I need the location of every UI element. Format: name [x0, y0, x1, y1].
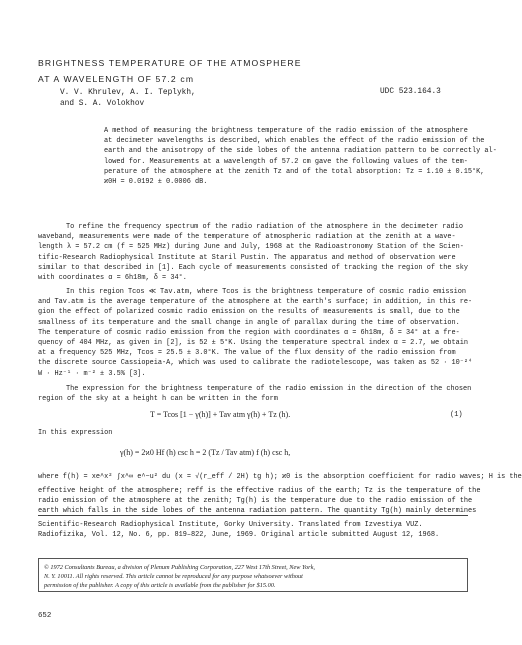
body-line: The temperature of cosmic radio emission from the region with coordinates α = 6h18m, δ = 34° at a fre- — [38, 328, 460, 337]
body-line: at a frequency 525 MHz, Tcos = 25.5 ± 3.0°K. The value of the flux density of the radio emission from — [38, 349, 456, 358]
udc-code: UDC 523.164.3 — [380, 88, 441, 96]
equation-1: T = Tcos [1 − γ(h)] + Tav atm γ(h) + Tz (h). — [150, 410, 291, 419]
authors-line-2: and S. A. Volokhov — [60, 100, 145, 108]
body-line: the discrete source Cassiopeia-A, which was used to calibrate the radiotelescope, was taken as 52 · 10⁻²⁴ — [38, 359, 473, 368]
affiliation-line: Scientific-Research Radiophysical Institute, Gorky University. Translated from Izvestiya VUZ. — [38, 521, 423, 529]
affiliation-note — [38, 520, 468, 540]
body-line: where f(h) = xe^x² ∫x^∞ e^−u² du (x = √(r_eff / 2H) tg h); ϰ0 is the absorption coefficient for radio waves; H is the — [38, 473, 522, 481]
body-line: earth which falls in the side lobes of the antenna radiation pattern. The quantity Tg(h) mainly determines — [38, 507, 477, 516]
copyright-line: permission of the publisher. A copy of this article is available from the publisher for $15.00. — [44, 582, 276, 589]
body-line: The expression for the brightness temperature of the radio emission in the direction of the chosen — [66, 385, 472, 393]
where-clause — [38, 472, 522, 482]
body-line: To refine the frequency spectrum of the radio radiation of the atmosphere in the decimeter radio — [66, 223, 463, 231]
body-line: quency of 404 MHz, as given in [2], is 52 ± 5°K. Using the temperature spectral index α = 2.7, we obtain — [38, 339, 469, 348]
authors-line-1: V. V. Khrulev, A. I. Teplykh, — [60, 89, 196, 97]
body-line: region of the sky at a height h can be written in the form — [38, 395, 278, 404]
equation-2: γ(h) = 2ϰ0 Hf (h) csc h = 2 (Tz / Tav atm) f (h) csc h, — [120, 448, 291, 457]
body-line: similar to that described in [1]. Each cycle of measurements consisted of tracking the region of the sky — [38, 263, 469, 272]
paragraph-1 — [38, 222, 468, 283]
body-line: length λ = 57.2 cm (f = 525 MHz) during June and July, 1968 at the Radioastronomy Station of the Scien- — [38, 243, 464, 252]
abstract-line: ϰ0H = 0.0192 ± 0.0006 dB. — [104, 178, 208, 187]
abstract-line: earth and the anisotropy of the side lobes of the antenna radiation pattern to be correctly al- — [104, 147, 497, 156]
footnote-divider — [38, 515, 468, 516]
body-line: smallness of its temperature and the small change in angle of parallax during the time of observation. — [38, 318, 460, 327]
body-line: In this region Tcos ≪ Tav.atm, where Tcos is the brightness temperature of cosmic radio emission — [66, 288, 467, 296]
in-this-expression — [38, 428, 468, 438]
page-number: 652 — [38, 612, 52, 620]
abstract-line: lowed for. Measurements at a wavelength of 57.2 cm gave the following values of the tem- — [104, 157, 468, 166]
abstract-line: A method of measuring the brightness temperature of the radio emission of the atmosphere — [104, 127, 468, 135]
title-line-2: AT A WAVELENGTH OF 57.2 cm — [38, 74, 195, 84]
paragraph-2 — [38, 287, 473, 379]
copyright-line: © 1972 Consultants Bureau, a division of Plenum Publishing Corporation, 227 West 17th Street, New York, — [44, 564, 315, 571]
body-line: radio emission of the atmosphere at the zenith; Tg(h) is the temperature due to the radio emission of the — [38, 497, 473, 506]
abstract-line: at decimeter wavelengths is described, which enables the effect of the radio emission of the — [104, 137, 485, 146]
body-line: with coordinates α = 6h18m, δ = 34°. — [38, 274, 187, 283]
body-line: waveband, measurements were made of the temperature of atmospheric radiation at the zenith at a wave- — [38, 233, 456, 242]
body-line: W · Hz⁻¹ · m⁻² ± 3.5% [3]. — [38, 369, 146, 378]
copyright-line: N. Y. 10011. All rights reserved. This article cannot be reproduced for any purpose whatsoever without — [44, 573, 303, 580]
authors — [60, 88, 196, 110]
copyright-notice — [38, 558, 468, 592]
abstract — [104, 126, 497, 187]
title-line-1: BRIGHTNESS TEMPERATURE OF THE ATMOSPHERE — [38, 58, 302, 68]
body-line: In this expression — [38, 429, 113, 437]
body-line: tific-Research Radiophysical Institute at Staril Pustin. The apparatus and method of observation were — [38, 253, 456, 262]
paragraph-4 — [38, 486, 481, 517]
equation-1-number: (1) — [450, 411, 463, 419]
abstract-line: perature of the atmosphere at the zenith Tz and of the total absorption: Tz = 1.10 ± 0.15°K, — [104, 167, 485, 176]
body-line: effective height of the atmosphere; reff is the effective radius of the earth; Tz is the temperature of the — [38, 487, 481, 495]
body-line: gion the effect of polarized cosmic radio emission on the results of measurements is small, due to the — [38, 308, 460, 317]
affiliation-line: Radiofizika, Vol. 12, No. 6, pp. 819–822, June, 1969. Original article submitted August 12, 1968. — [38, 531, 440, 540]
paragraph-3 — [38, 384, 472, 404]
body-line: and Tav.atm is the average temperature of the atmosphere at the earth's surface; in addition, in this re- — [38, 298, 473, 307]
article-title — [38, 55, 478, 87]
